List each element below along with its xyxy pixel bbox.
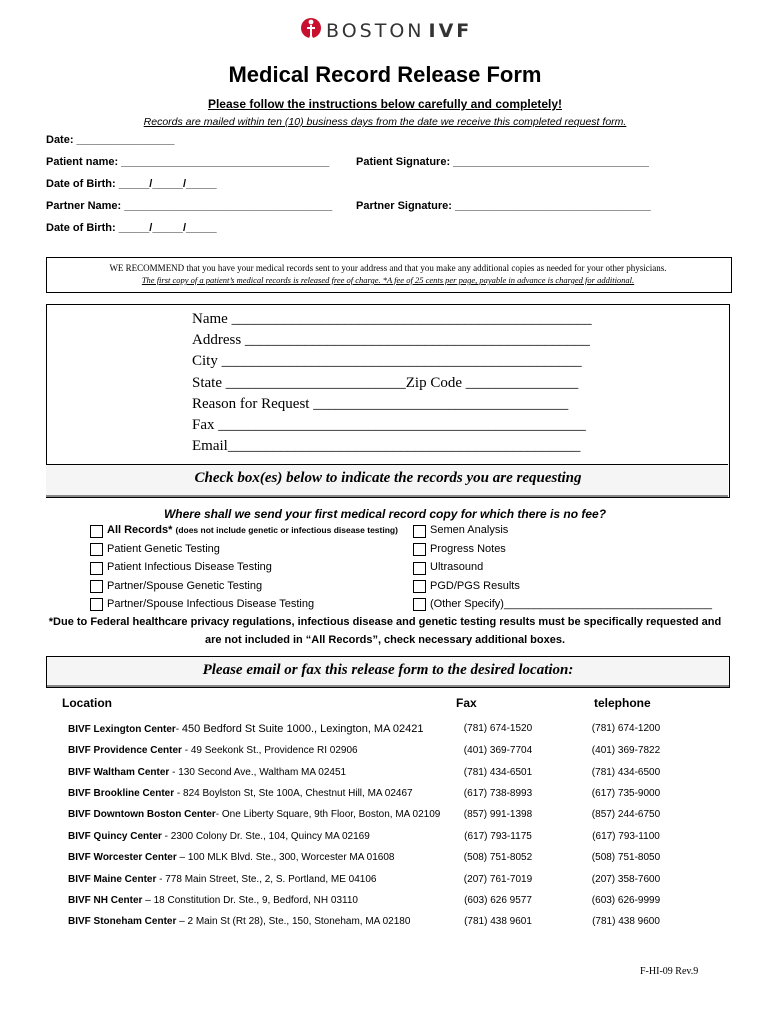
location-telephone: (508) 751-8050 xyxy=(591,852,661,863)
checkbox-patient-genetic[interactable] xyxy=(90,543,103,556)
location-telephone: (781) 674-1200 xyxy=(591,723,661,734)
location-telephone: (617) 735-9000 xyxy=(591,788,661,799)
federal-note-line2: are not included in “All Records”, check necessary additional boxes. xyxy=(204,634,566,646)
location-row: BIVF Lexington Center- 450 Bedford St Suite 1000., Lexington, MA 02421 xyxy=(68,723,424,735)
location-fax: (508) 751-8052 xyxy=(463,852,533,863)
checkbox-semen-analysis[interactable] xyxy=(413,525,426,538)
fee-note: The first copy of a patient’s medical records is released free of charge. *A fee of 25 cents per page, payable in advance is charged for additional. xyxy=(141,275,635,285)
location-row: BIVF Providence Center - 49 Seekonk St., Providence RI 02906 xyxy=(68,745,358,756)
location-fax: (781) 434-6501 xyxy=(463,767,533,778)
checkbox-label-ultrasound: Ultrasound xyxy=(430,561,484,573)
column-header-location: Location xyxy=(62,696,112,710)
check-header: Check box(es) below to indicate the records you are requesting xyxy=(194,470,582,486)
checkbox-label-all-records: All Records* (does not include genetic or infectious disease testing) xyxy=(107,524,398,536)
location-telephone: (401) 369-7822 xyxy=(591,745,661,756)
checkbox-partner-infectious[interactable] xyxy=(90,598,103,611)
patient-name-field[interactable]: Patient name: __________________________________ xyxy=(46,156,330,168)
location-fax: (617) 738-8993 xyxy=(463,788,533,799)
location-row: BIVF Maine Center - 778 Main Street, Ste., 2, S. Portland, ME 04106 xyxy=(68,874,377,885)
checkbox-label-partner-genetic: Partner/Spouse Genetic Testing xyxy=(107,580,263,592)
mailing-note: Records are mailed within ten (10) business days from the date we receive this completed request form. xyxy=(143,116,627,128)
partner-signature-field[interactable]: Partner Signature: ________________________________ xyxy=(356,200,651,212)
checkbox-label-pgd-pgs: PGD/PGS Results xyxy=(430,580,520,592)
logo-word-boston: BOSTON xyxy=(326,20,425,42)
recipient-fax-field[interactable]: Fax _________________________________________________ xyxy=(192,417,586,433)
recipient-address-field[interactable]: Address ______________________________________________ xyxy=(192,332,590,348)
checkbox-label-semen-analysis: Semen Analysis xyxy=(430,524,509,536)
checkbox-all-records[interactable] xyxy=(90,525,103,538)
location-fax: (781) 674-1520 xyxy=(463,723,533,734)
logo-figure-icon xyxy=(300,16,322,46)
location-fax: (857) 991-1398 xyxy=(463,809,533,820)
location-row: BIVF Quincy Center - 2300 Colony Dr. Ste., 104, Quincy MA 02169 xyxy=(68,831,370,842)
date-field[interactable]: Date: ________________ xyxy=(46,134,175,146)
location-telephone: (781) 438 9600 xyxy=(592,916,660,927)
recipient-state-zip-field[interactable]: State ________________________Zip Code _______________ xyxy=(192,375,579,391)
location-fax: (401) 369-7704 xyxy=(463,745,533,756)
first-copy-question: Where shall we send your first medical record copy for which there is no fee? xyxy=(163,507,607,521)
recommendation-text: WE RECOMMEND that you have your medical records sent to your address and that you make any additional copies as needed for your other physicians. xyxy=(109,263,667,273)
instructions-subtitle: Please follow the instructions below carefully and completely! xyxy=(207,97,563,111)
checkbox-label-patient-genetic: Patient Genetic Testing xyxy=(107,543,220,555)
checkbox-label-patient-infectious: Patient Infectious Disease Testing xyxy=(107,561,272,573)
patient-signature-field[interactable]: Patient Signature: ________________________________ xyxy=(356,156,649,168)
location-fax: (603) 626 9577 xyxy=(464,895,532,906)
checkbox-label-other: (Other Specify)__________________________________ xyxy=(430,598,712,610)
location-telephone: (603) 626-9999 xyxy=(591,895,661,906)
form-number: F-HI-09 Rev.9 xyxy=(640,966,699,977)
location-fax: (781) 438 9601 xyxy=(464,916,532,927)
location-row: BIVF NH Center – 18 Constitution Dr. Ste., 9, Bedford, NH 03110 xyxy=(68,895,358,906)
recipient-email-field[interactable]: Email_______________________________________________ xyxy=(192,438,581,454)
location-telephone: (207) 358-7600 xyxy=(591,874,661,885)
location-telephone: (617) 793-1100 xyxy=(592,831,660,842)
location-telephone: (857) 244-6750 xyxy=(591,809,661,820)
checkbox-label-partner-infectious: Partner/Spouse Infectious Disease Testing xyxy=(107,598,315,610)
logo-word-ivf: IVF xyxy=(428,20,473,42)
location-row: BIVF Brookline Center - 824 Boylston St, Ste 100A, Chestnut Hill, MA 02467 xyxy=(68,788,413,799)
checkbox-other[interactable] xyxy=(413,598,426,611)
recipient-city-field[interactable]: City ________________________________________________ xyxy=(192,353,582,369)
location-telephone: (781) 434-6500 xyxy=(591,767,661,778)
column-header-fax: Fax xyxy=(456,696,477,710)
location-fax: (207) 761-7019 xyxy=(463,874,533,885)
checkbox-progress-notes[interactable] xyxy=(413,543,426,556)
patient-dob-field[interactable]: Date of Birth: _____/_____/_____ xyxy=(46,178,217,190)
email-header: Please email or fax this release form to the desired location: xyxy=(202,662,574,678)
location-row: BIVF Stoneham Center – 2 Main St (Rt 28), Ste., 150, Stoneham, MA 02180 xyxy=(68,916,411,927)
checkbox-label-progress-notes: Progress Notes xyxy=(430,543,506,555)
federal-note-line1: *Due to Federal healthcare privacy regulations, infectious disease and genetic testing results must be specifically requested and xyxy=(48,616,722,628)
location-fax: (617) 793-1175 xyxy=(464,831,532,842)
location-row: BIVF Downtown Boston Center- One Liberty Square, 9th Floor, Boston, MA 02109 xyxy=(68,809,441,820)
recipient-name-field[interactable]: Name ________________________________________________ xyxy=(192,311,592,327)
checkbox-ultrasound[interactable] xyxy=(413,562,426,575)
partner-dob-field[interactable]: Date of Birth: _____/_____/_____ xyxy=(46,222,217,234)
reason-for-request-field[interactable]: Reason for Request __________________________________ xyxy=(192,396,569,412)
location-row: BIVF Waltham Center - 130 Second Ave., Waltham MA 02451 xyxy=(68,767,347,778)
checkbox-patient-infectious[interactable] xyxy=(90,562,103,575)
column-header-telephone: telephone xyxy=(594,696,651,710)
location-row: BIVF Worcester Center – 100 MLK Blvd. Ste., 300, Worcester MA 01608 xyxy=(68,852,395,863)
checkbox-pgd-pgs[interactable] xyxy=(413,580,426,593)
page-title: Medical Record Release Form xyxy=(228,62,542,87)
checkbox-partner-genetic[interactable] xyxy=(90,580,103,593)
boston-ivf-logo xyxy=(300,14,472,48)
partner-name-field[interactable]: Partner Name: __________________________________ xyxy=(46,200,333,212)
